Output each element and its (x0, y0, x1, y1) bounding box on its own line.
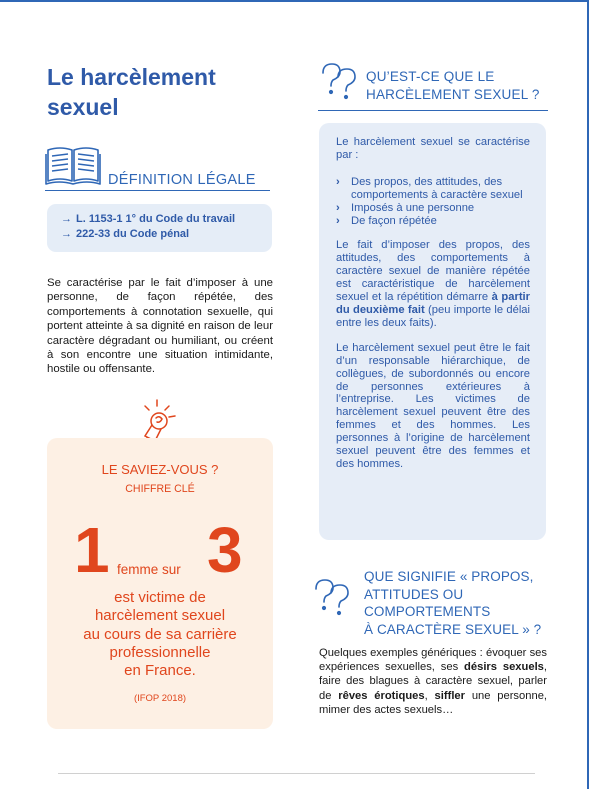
definition-divider (45, 190, 270, 191)
definition-heading: DÉFINITION LÉGALE (108, 172, 256, 188)
legal-reference: → 222-33 du Code pénal (61, 227, 190, 240)
what-is-heading: QU’EST-CE QUE LE HARCÈLEMENT SEXUEL ? (366, 69, 540, 102)
key-figure-statement: est victime de harcèlement sexuel au cours de sa carrière professionnelle en France. (83, 589, 237, 680)
what-is-intro: Le harcèlement sexuel se caractérise par : (336, 136, 530, 161)
arrow-right-icon: → (61, 213, 72, 225)
key-figure-box (47, 438, 273, 729)
question-marks-icon (311, 577, 353, 617)
list-item: › Imposés à une personne (336, 201, 475, 214)
definition-text: Se caractérise par le fait d’imposer à une personne, de façon répétée, des comportements à connotation sexuelle, qui portent atteinte à sa dignité en raison de leur caractère dégradant ou humiliant, ou créent à son encontre une situation intimidante, hostile ou offensante. (47, 277, 273, 376)
key-figure-number-a: 1 (74, 514, 110, 586)
fact-source: (IFOP 2018) (133, 693, 187, 704)
criteria-list (336, 176, 530, 228)
chevron-right-icon: › (336, 214, 340, 227)
fact-subtitle: CHIFFRE CLÉ (125, 483, 195, 495)
list-item: › De façon répétée (336, 214, 437, 227)
legal-references-box (47, 204, 272, 252)
key-figure-number-b: 3 (207, 514, 243, 586)
perpetrators-paragraph: Le harcèlement sexuel peut être le fait d’un responsable hiérarchique, de collègues, de subordonnés ou encore de personnes extérieures à l’entreprise. Les victimes de harcèlement sexuel peuvent être des femmes et des hommes. Les personnes à l’origine de harcèlement sexuel peuvent être des femmes et des hommes. (336, 341, 530, 470)
footer-divider (58, 773, 535, 774)
examples-text: Quelques exemples génériques : évoquer ses expériences sexuelles, ses désirs sexuels, faire des blagues à caractère sexuel, parler de rêves érotiques, siffler une personne, mimer des actes sexuels… (319, 647, 548, 716)
page-title: Le harcèlement sexuel (47, 64, 216, 120)
chevron-right-icon: › (336, 201, 340, 214)
legal-reference: → L. 1153-1 1° du Code du travail (61, 213, 236, 225)
question-marks-icon (318, 61, 360, 101)
meaning-heading: QUE SIGNIFIE « PROPOS, ATTITUDES OU COMPORTEMENTS À CARACTÈRE SEXUEL » ? (364, 569, 542, 637)
book-icon (45, 144, 101, 186)
repetition-paragraph: Le fait d’imposer des propos, des attitudes, des comportements à caractère sexuel de manière répétée est caractéristique de harcèlement sexuel et la répétition démarre à partir du deuxième fait (peu importe le délai entre les deux faits). (336, 239, 531, 329)
what-is-divider (318, 110, 548, 111)
what-is-box (319, 123, 546, 540)
list-item: › Des propos, des attitudes, des comportements à caractère sexuel (336, 175, 523, 201)
arrow-right-icon: → (61, 227, 72, 240)
key-figure-middle: femme sur (117, 562, 181, 577)
chevron-right-icon: › (336, 175, 340, 188)
fact-title: LE SAVIEZ-VOUS ? (101, 462, 219, 477)
